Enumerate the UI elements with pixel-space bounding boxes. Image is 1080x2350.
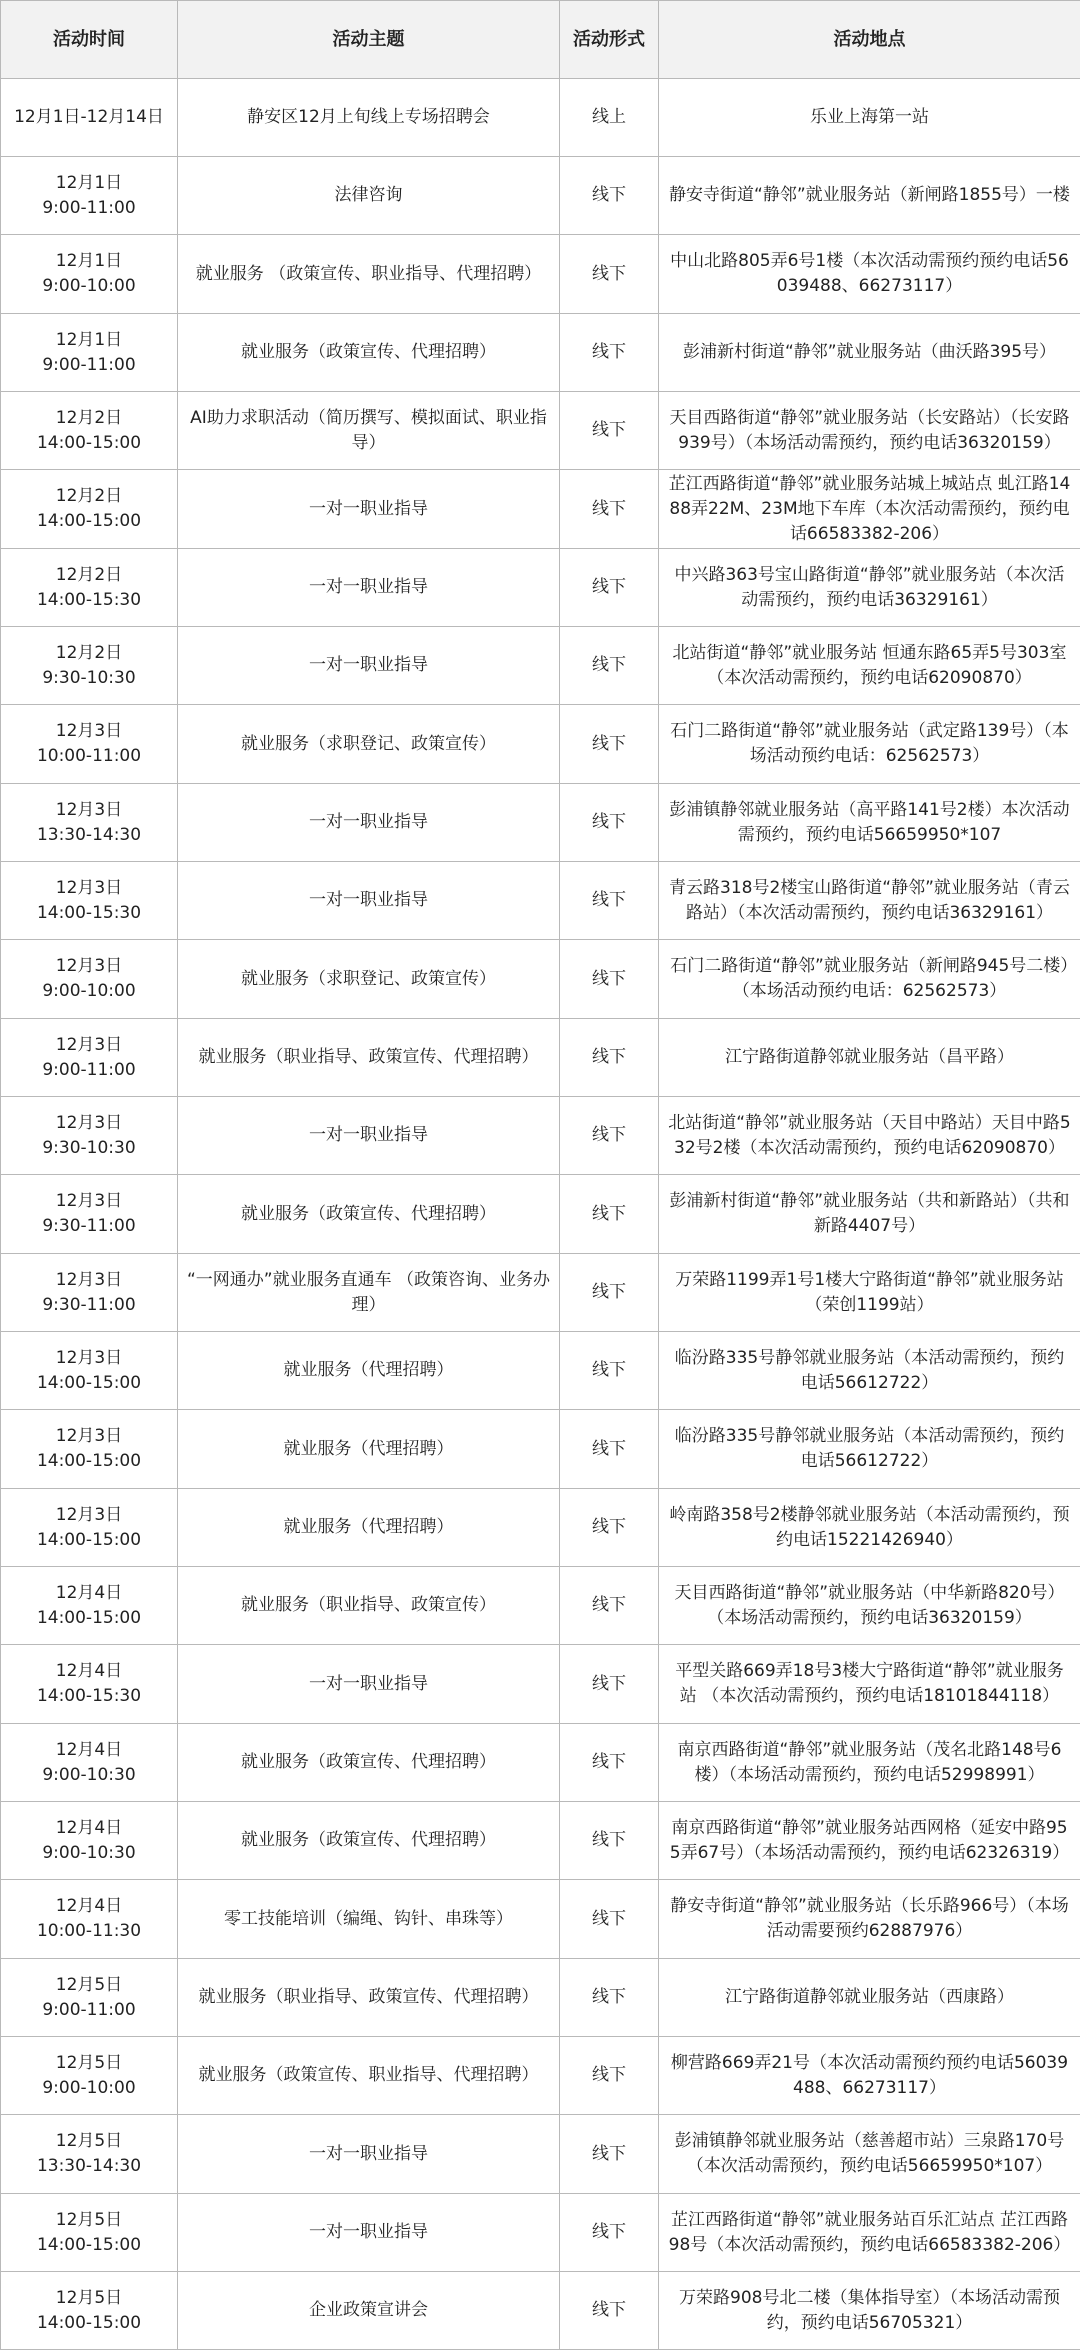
cell-form: 线下 — [560, 314, 659, 392]
cell-time: 12月3日 14:00-15:00 — [1, 1332, 178, 1410]
cell-topic: 就业服务（求职登记、政策宣传） — [178, 705, 560, 784]
cell-time: 12月2日 14:00-15:00 — [1, 470, 178, 549]
cell-topic: 就业服务（职业指导、政策宣传、代理招聘） — [178, 1959, 560, 2037]
cell-form: 线下 — [560, 1175, 659, 1254]
cell-form: 线下 — [560, 705, 659, 784]
cell-place: 静安寺街道“静邻”就业服务站（长乐路966号）（本场活动需要预约62887976） — [659, 1880, 1080, 1959]
table-row — [1, 235, 1080, 314]
cell-place: 北站街道“静邻”就业服务站 恒通东路65弄5号303室 （本次活动需预约，预约电话62090870） — [659, 627, 1080, 705]
cell-place: 乐业上海第一站 — [659, 79, 1080, 157]
cell-form: 线下 — [560, 2272, 659, 2350]
cell-form: 线下 — [560, 470, 659, 549]
cell-place: 临汾路335号静邻就业服务站（本活动需预约，预约电话56612722） — [659, 1410, 1080, 1489]
cell-time: 12月3日 14:00-15:00 — [1, 1489, 178, 1567]
cell-form: 线下 — [560, 235, 659, 314]
cell-place: 中山北路805弄6号1楼（本次活动需预约预约电话56039488、66273117） — [659, 235, 1080, 314]
cell-form: 线下 — [560, 1410, 659, 1489]
cell-place: 天目西路街道“静邻”就业服务站（长安路站）（长安路939号）（本场活动需预约，预约电话36320159） — [659, 392, 1080, 470]
cell-topic: 法律咨询 — [178, 157, 560, 235]
cell-topic: 一对一职业指导 — [178, 549, 560, 627]
cell-form: 线下 — [560, 862, 659, 940]
cell-place: 南京西路街道“静邻”就业服务站（茂名北路148号6楼）（本场活动需预约，预约电话52998991） — [659, 1724, 1080, 1802]
table-row — [1, 1254, 1080, 1332]
table-row — [1, 1410, 1080, 1489]
cell-time: 12月3日 14:00-15:00 — [1, 1410, 178, 1489]
cell-place: 北站街道“静邻”就业服务站（天目中路站）天目中路532号2楼（本次活动需预约，预约电话62090870） — [659, 1097, 1080, 1175]
cell-topic: 就业服务 （政策宣传、职业指导、代理招聘） — [178, 235, 560, 314]
cell-topic: 一对一职业指导 — [178, 2194, 560, 2272]
cell-time: 12月4日 14:00-15:00 — [1, 1567, 178, 1645]
cell-place: 芷江西路街道“静邻”就业服务站城上城站点 虬江路1488弄22M、23M地下车库（本次活动需预约，预约电话66583382-206） — [659, 470, 1080, 549]
table-row — [1, 2272, 1080, 2350]
cell-place: 中兴路363号宝山路街道“静邻”就业服务站（本次活动需预约，预约电话36329161） — [659, 549, 1080, 627]
table-header-row — [1, 1, 1080, 79]
table-row — [1, 157, 1080, 235]
cell-topic: 就业服务（政策宣传、代理招聘） — [178, 1175, 560, 1254]
cell-form: 线下 — [560, 627, 659, 705]
cell-place: 彭浦新村街道“静邻”就业服务站（共和新路站）（共和新路4407号） — [659, 1175, 1080, 1254]
cell-form: 线下 — [560, 784, 659, 862]
cell-form: 线下 — [560, 1880, 659, 1959]
cell-place: 彭浦镇静邻就业服务站（慈善超市站）三泉路170号（本次活动需预约，预约电话56659950*107） — [659, 2115, 1080, 2194]
cell-time: 12月4日 9:00-10:30 — [1, 1802, 178, 1880]
cell-time: 12月3日 10:00-11:00 — [1, 705, 178, 784]
cell-time: 12月2日 14:00-15:00 — [1, 392, 178, 470]
header-time: 活动时间 — [1, 1, 178, 79]
cell-time: 12月2日 14:00-15:30 — [1, 549, 178, 627]
cell-place: 江宁路街道静邻就业服务站（昌平路） — [659, 1019, 1080, 1097]
table-row — [1, 1959, 1080, 2037]
header-form: 活动形式 — [560, 1, 659, 79]
cell-topic: 就业服务（代理招聘） — [178, 1332, 560, 1410]
cell-place: 石门二路街道“静邻”就业服务站（武定路139号）（本场活动预约电话：62562573） — [659, 705, 1080, 784]
cell-time: 12月3日 9:30-11:00 — [1, 1175, 178, 1254]
cell-place: 万荣路1199弄1号1楼大宁路街道“静邻”就业服务站（荣创1199站） — [659, 1254, 1080, 1332]
table-row — [1, 392, 1080, 470]
cell-place: 芷江西路街道“静邻”就业服务站百乐汇站点 芷江西路98号（本次活动需预约，预约电话66583382-206） — [659, 2194, 1080, 2272]
cell-time: 12月5日 14:00-15:00 — [1, 2272, 178, 2350]
table-row — [1, 1175, 1080, 1254]
cell-form: 线下 — [560, 1567, 659, 1645]
cell-form: 线下 — [560, 2115, 659, 2194]
cell-place: 南京西路街道“静邻”就业服务站西网格（延安中路955弄67号）（本场活动需预约，预约电话62326319） — [659, 1802, 1080, 1880]
table-row — [1, 705, 1080, 784]
cell-time: 12月1日 9:00-11:00 — [1, 314, 178, 392]
cell-place: 石门二路街道“静邻”就业服务站（新闸路945号二楼）（本场活动预约电话：62562573） — [659, 940, 1080, 1019]
table-row — [1, 940, 1080, 1019]
table-row — [1, 2037, 1080, 2115]
cell-time: 12月5日 9:00-11:00 — [1, 1959, 178, 2037]
cell-form: 线下 — [560, 2194, 659, 2272]
cell-time: 12月1日 9:00-11:00 — [1, 157, 178, 235]
cell-place: 天目西路街道“静邻”就业服务站（中华新路820号）（本场活动需预约，预约电话36320159） — [659, 1567, 1080, 1645]
cell-topic: 就业服务（政策宣传、职业指导、代理招聘） — [178, 2037, 560, 2115]
cell-time: 12月1日 9:00-10:00 — [1, 235, 178, 314]
cell-form: 线下 — [560, 392, 659, 470]
cell-form: 线下 — [560, 1097, 659, 1175]
table-row — [1, 627, 1080, 705]
table-row — [1, 470, 1080, 549]
cell-topic: 就业服务（政策宣传、代理招聘） — [178, 1802, 560, 1880]
cell-time: 12月4日 10:00-11:30 — [1, 1880, 178, 1959]
table-body — [1, 79, 1080, 2350]
cell-topic: 就业服务（代理招聘） — [178, 1410, 560, 1489]
cell-topic: 就业服务（代理招聘） — [178, 1489, 560, 1567]
cell-place: 临汾路335号静邻就业服务站（本活动需预约，预约电话56612722） — [659, 1332, 1080, 1410]
cell-form: 线下 — [560, 1645, 659, 1724]
table-row — [1, 1802, 1080, 1880]
cell-topic: 一对一职业指导 — [178, 2115, 560, 2194]
cell-time: 12月3日 9:00-10:00 — [1, 940, 178, 1019]
cell-place: 青云路318号2楼宝山路街道“静邻”就业服务站（青云路站）（本次活动需预约，预约电话36329161） — [659, 862, 1080, 940]
cell-time: 12月5日 14:00-15:00 — [1, 2194, 178, 2272]
cell-topic: 企业政策宣讲会 — [178, 2272, 560, 2350]
cell-topic: AI助力求职活动（简历撰写、模拟面试、职业指导） — [178, 392, 560, 470]
cell-time: 12月5日 9:00-10:00 — [1, 2037, 178, 2115]
table-row — [1, 79, 1080, 157]
cell-time: 12月2日 9:30-10:30 — [1, 627, 178, 705]
cell-topic: 静安区12月上旬线上专场招聘会 — [178, 79, 560, 157]
cell-topic: 就业服务（政策宣传、代理招聘） — [178, 1724, 560, 1802]
table-row — [1, 1097, 1080, 1175]
table-row — [1, 1019, 1080, 1097]
cell-topic: 就业服务（求职登记、政策宣传） — [178, 940, 560, 1019]
cell-topic: “一网通办”就业服务直通车 （政策咨询、业务办理） — [178, 1254, 560, 1332]
cell-form: 线下 — [560, 157, 659, 235]
table-row — [1, 549, 1080, 627]
cell-topic: 一对一职业指导 — [178, 784, 560, 862]
cell-place: 柳营路669弄21号（本次活动需预约预约电话56039488、66273117） — [659, 2037, 1080, 2115]
cell-form: 线下 — [560, 1332, 659, 1410]
cell-topic: 就业服务（政策宣传、代理招聘） — [178, 314, 560, 392]
cell-topic: 一对一职业指导 — [178, 470, 560, 549]
table-row — [1, 1724, 1080, 1802]
table-row — [1, 2194, 1080, 2272]
cell-form: 线下 — [560, 1019, 659, 1097]
table-row — [1, 1645, 1080, 1724]
cell-place: 万荣路908号北二楼（集体指导室）（本场活动需预约，预约电话56705321） — [659, 2272, 1080, 2350]
cell-topic: 就业服务（职业指导、政策宣传） — [178, 1567, 560, 1645]
cell-form: 线下 — [560, 1254, 659, 1332]
header-place: 活动地点 — [659, 1, 1080, 79]
cell-place: 彭浦新村街道“静邻”就业服务站（曲沃路395号） — [659, 314, 1080, 392]
cell-form: 线下 — [560, 1489, 659, 1567]
table-row — [1, 784, 1080, 862]
cell-form: 线下 — [560, 940, 659, 1019]
cell-place: 岭南路358号2楼静邻就业服务站（本活动需预约，预约电话15221426940） — [659, 1489, 1080, 1567]
cell-place: 江宁路街道静邻就业服务站（西康路） — [659, 1959, 1080, 2037]
table-row — [1, 314, 1080, 392]
cell-form: 线下 — [560, 2037, 659, 2115]
cell-time: 12月3日 9:30-10:30 — [1, 1097, 178, 1175]
cell-form: 线下 — [560, 549, 659, 627]
cell-topic: 一对一职业指导 — [178, 862, 560, 940]
cell-time: 12月4日 9:00-10:30 — [1, 1724, 178, 1802]
cell-time: 12月4日 14:00-15:30 — [1, 1645, 178, 1724]
cell-topic: 一对一职业指导 — [178, 1645, 560, 1724]
table-row — [1, 2115, 1080, 2194]
cell-time: 12月3日 13:30-14:30 — [1, 784, 178, 862]
cell-topic: 一对一职业指导 — [178, 627, 560, 705]
cell-time: 12月3日 14:00-15:30 — [1, 862, 178, 940]
cell-topic: 就业服务（职业指导、政策宣传、代理招聘） — [178, 1019, 560, 1097]
cell-topic: 零工技能培训（编绳、钩针、串珠等） — [178, 1880, 560, 1959]
table-row — [1, 862, 1080, 940]
cell-form: 线下 — [560, 1959, 659, 2037]
cell-form: 线下 — [560, 1802, 659, 1880]
cell-time: 12月3日 9:30-11:00 — [1, 1254, 178, 1332]
cell-topic: 一对一职业指导 — [178, 1097, 560, 1175]
cell-place: 彭浦镇静邻就业服务站（高平路141号2楼）本次活动需预约，预约电话56659950*107 — [659, 784, 1080, 862]
cell-time: 12月3日 9:00-11:00 — [1, 1019, 178, 1097]
table-row — [1, 1567, 1080, 1645]
cell-form: 线上 — [560, 79, 659, 157]
table-row — [1, 1880, 1080, 1959]
cell-place: 平型关路669弄18号3楼大宁路街道“静邻”就业服务站 （本次活动需预约，预约电话18101844118） — [659, 1645, 1080, 1724]
cell-time: 12月1日-12月14日 — [1, 79, 178, 157]
cell-time: 12月5日 13:30-14:30 — [1, 2115, 178, 2194]
cell-form: 线下 — [560, 1724, 659, 1802]
table-row — [1, 1332, 1080, 1410]
table-row — [1, 1489, 1080, 1567]
cell-place: 静安寺街道“静邻”就业服务站（新闸路1855号）一楼 — [659, 157, 1080, 235]
header-topic: 活动主题 — [178, 1, 560, 79]
